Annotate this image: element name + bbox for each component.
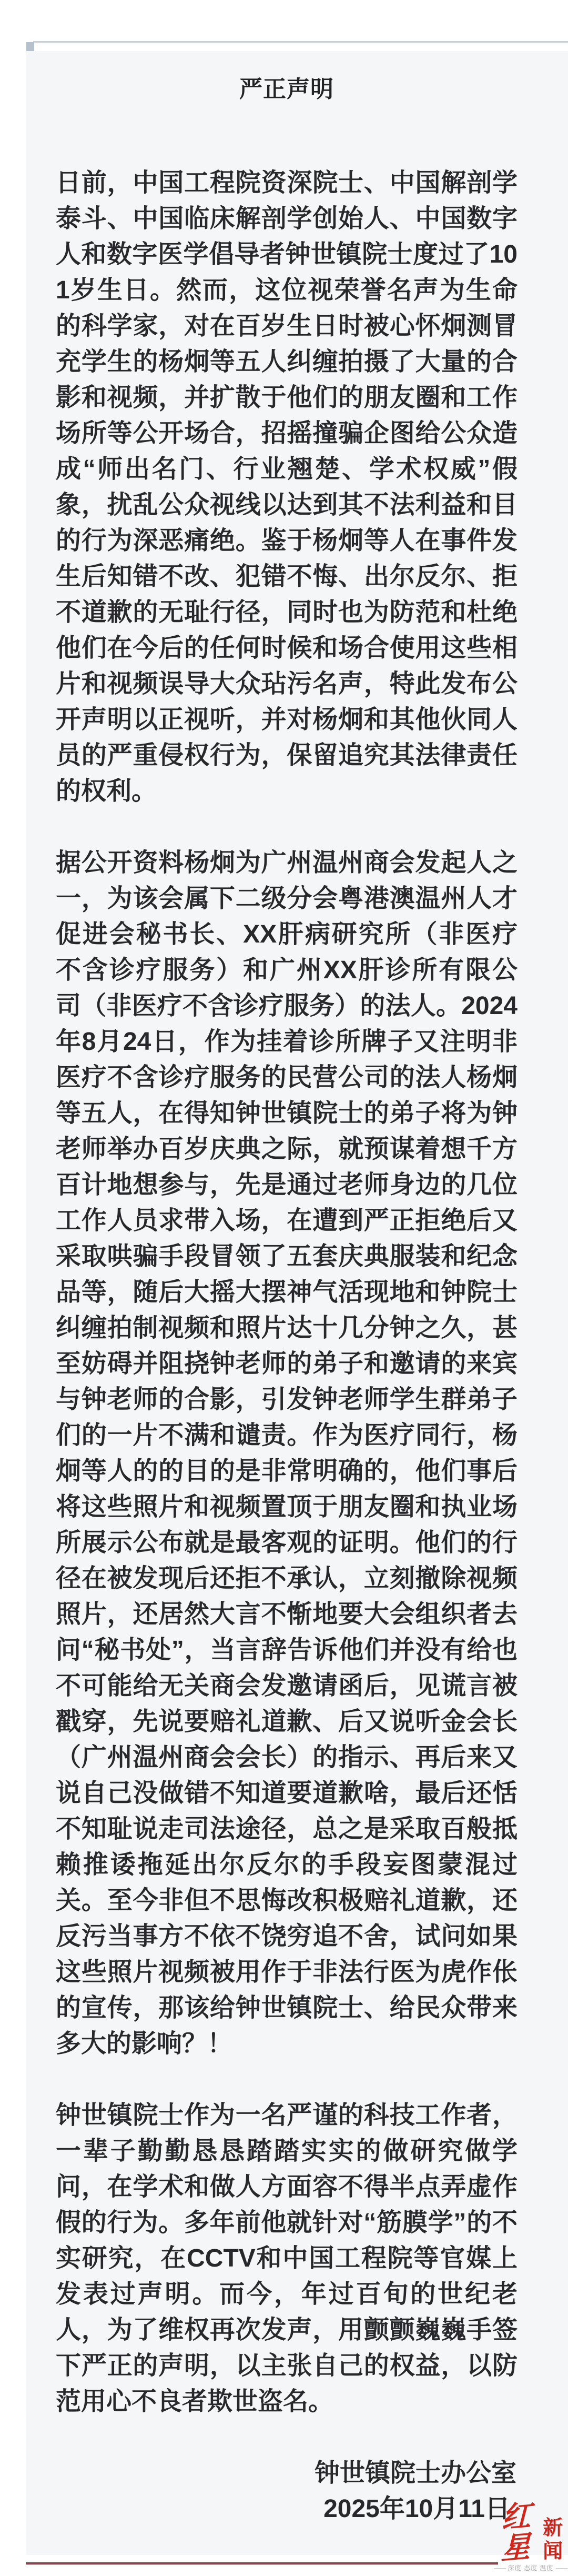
date-line: 2025年10月11日 [323,2495,510,2523]
statement-document [26,51,568,2555]
tagline-dash-left: —— [494,2564,506,2572]
logo-tagline [493,2564,568,2572]
logo-hongxing-text: 红星 [501,2499,530,2565]
paragraph: 日前，中国工程院资深院士、中国解剖学泰斗、中国临床解剖学创始人、中国数字人和数字医学倡导者钟世镇院士度过了101岁生日。然而，这位视荣誉名声为生命的科学家，对在百岁生日时被心怀炯测冒充学生的杨炯等五人纠缠拍摄了大量的合影和视频，并扩散于他们的朋友圈和工作场所等公开场合，招摇撞骗企图给公众造成“师出名门、行业翘楚、学术权威”假象，扰乱公众视线以达到其不法利益和目的行为深恶痛绝。鉴于杨炯等人在事件发生后知错不改、犯错不悔、出尔反尔、拒不道歉的无耻行径，同时也为防范和杜绝他们在今后的任何时候和场合使用这些相片和视频误导大众玷污名声，特此发布公开声明以正视听，并对杨炯和其他伙同人员的严重侵权行为，保留追究其法律责任的权利。 [56,169,518,805]
document-body [56,165,518,2420]
paragraph: 钟世镇院士作为一名严谨的科技工作者，一辈子勤勤恳恳踏踏实实的做研究做学问，在学术和做人方面容不得半点弄虚作假的行为。多年前他就针对“筋膜学”的不实研究，在CCTV和中国工程院等官媒上发表过声明。而今，年过百旬的世纪老人，为了维权再次发声，用颤颤巍巍手签下严正的声明，以主张自己的权益，以防范用心不良者欺世盗名。 [56,2101,518,2415]
divider-line [26,2562,498,2565]
redstar-news-logo-text [493,2499,568,2565]
statement-title: 严正声明 [239,76,334,102]
tagline-dash-right: —— [555,2564,567,2572]
signature-line: 钟世镇院士办公室 [314,2459,516,2487]
corner-square-mark [26,42,34,51]
paragraph: 据公开资料杨炯为广州温州商会发起人之一，为该会属下二级分会粤港澳温州人才促进会秘书长、XX肝病研究所（非医疗不含诊疗服务）和广州XX肝诊所有限公司（非医疗不含诊疗服务）的法人。2024年8月24日，作为挂着诊所牌子又注明非医疗不含诊疗服务的民营公司的法人杨炯等五人，在得知钟世镇院士的弟子将为钟老师举办百岁庆典之际，就预谋着想千方百计地想参与，先是通过老师身边的几位工作人员求带入场，在遭到严正拒绝后又采取哄骗手段冒领了五套庆典服装和纪念品等，随后大摇大摆神气活现地和钟院士纠缠拍制视频和照片达十几分钟之久，甚至妨碍并阻挠钟老师的弟子和邀请的来宾与钟老师的合影，引发钟老师学生群弟子们的一片不满和谴责。作为医疗同行，杨炯等人的的目的是非常明确的，他们事后将这些照片和视频置顶于朋友圈和执业场所展示公布就是最客观的证明。他们的行径在被发现后还拒不承认，立刻撤除视频照片，还居然大言不惭地要大会组织者去问“秘书处”，当言辞告诉他们并没有给也不可能给无关商会发邀请函后，见谎言被戳穿，先说要赔礼道歉、后又说听金会长（广州温州商会会长）的指示、再后来又说自己没做错不知道要道歉啥，最后还恬不知耻说走司法途径，总之是采取百般抵赖推诿拖延出尔反尔的手段妄图蒙混过关。至今非但不思悔改积极赔礼道歉，还反污当事方不依不饶穷追不舍，试问如果这些照片视频被用作于非法行医为虎作伥的宣传，那该给钟世镇院士、给民众带来多大的影响？！ [56,849,518,2058]
logo-xinwen-text: 新闻 [543,2517,563,2562]
top-hairline [33,41,568,43]
tagline-text: 深度 态度 温度 [508,2564,554,2572]
redstar-news-logo [493,2499,568,2572]
